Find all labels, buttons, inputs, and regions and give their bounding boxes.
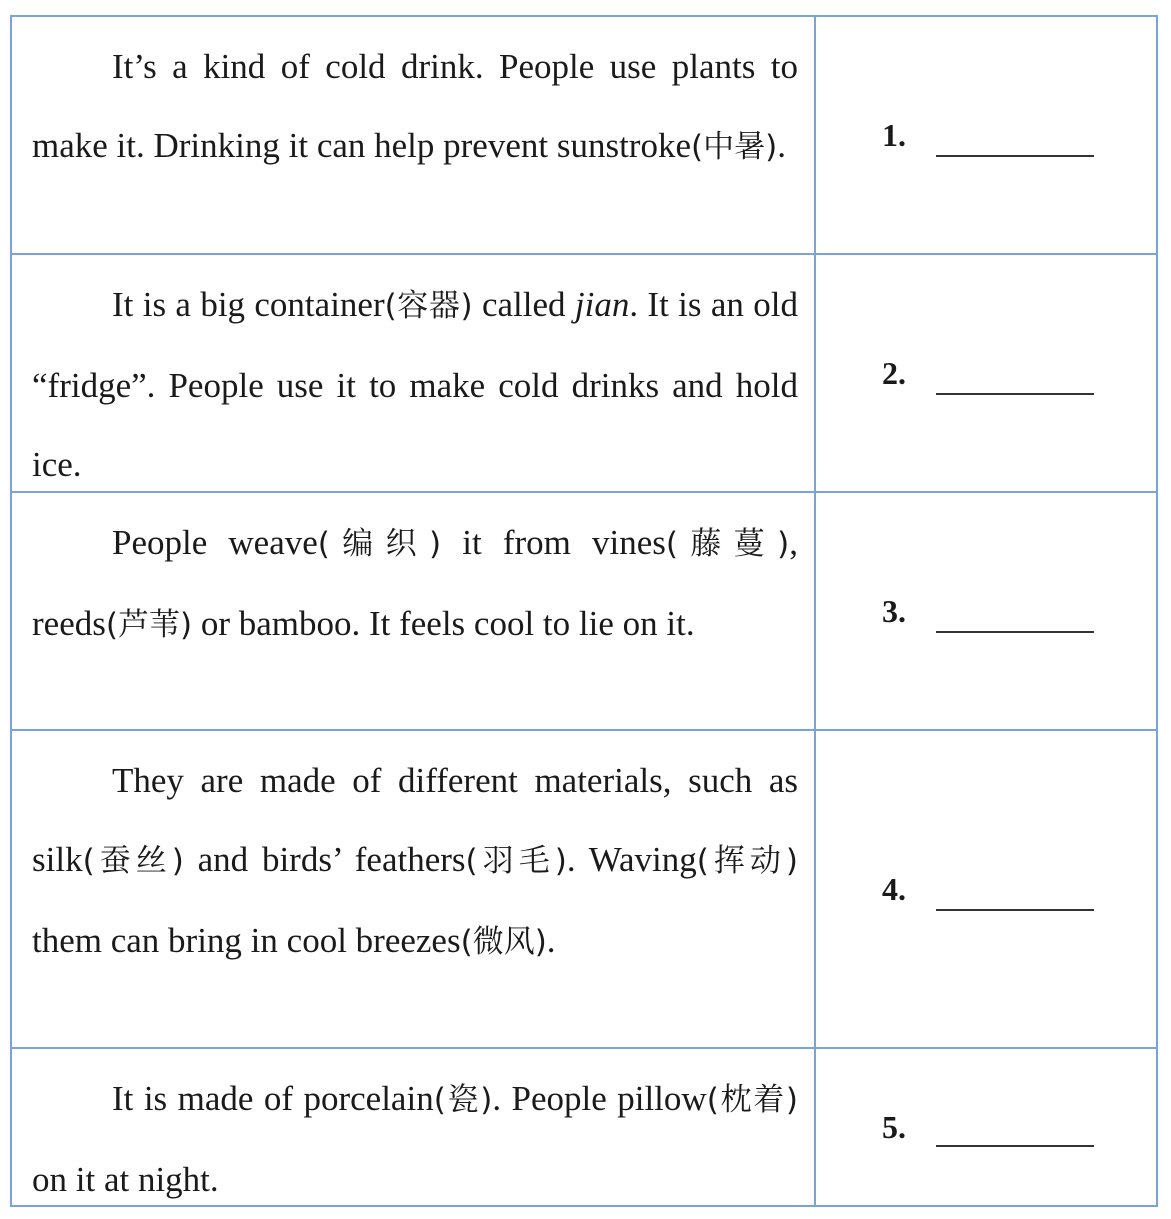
chinese-gloss: (容器) — [384, 288, 473, 324]
answer-number: 3. — [882, 592, 906, 629]
description-text — [32, 265, 798, 504]
chinese-gloss: (编织) — [317, 526, 442, 562]
description-text — [32, 1059, 798, 1219]
text-segment: . Waving — [566, 840, 697, 879]
description-text — [32, 503, 798, 665]
answer-blank[interactable] — [936, 393, 1094, 395]
text-segment: called — [472, 285, 575, 324]
answer-blank[interactable] — [936, 909, 1094, 911]
answer-number: 2. — [882, 354, 906, 391]
text-segment: . People pillow — [492, 1079, 707, 1118]
table-row — [12, 17, 1156, 255]
answer-blank[interactable] — [936, 1145, 1094, 1147]
text-segment: It is a big container — [112, 285, 385, 324]
table-row — [12, 731, 1156, 1049]
description-cell — [12, 1049, 816, 1205]
table-row — [12, 255, 1156, 493]
chinese-gloss: (微风) — [460, 924, 547, 960]
chinese-gloss: (枕着) — [706, 1082, 798, 1118]
text-segment: It’s a kind of cold drink. People use plants to make it. Drinking it can help prevent sunstroke — [32, 47, 798, 165]
text-segment: , reeds — [32, 523, 798, 643]
chinese-gloss: (瓷) — [433, 1082, 493, 1118]
answer-cell — [816, 1049, 1156, 1205]
answer-number: 5. — [882, 1108, 906, 1145]
chinese-gloss: (羽毛) — [465, 843, 567, 879]
answer-cell — [816, 17, 1156, 253]
answer-blank[interactable] — [936, 631, 1094, 633]
description-cell — [12, 255, 816, 491]
text-segment: They are made of different materials, such as silk — [32, 761, 798, 879]
text-segment: and birds’ feathers — [183, 840, 466, 879]
answer-cell — [816, 255, 1156, 491]
description-cell — [12, 493, 816, 729]
table-row — [12, 493, 1156, 731]
description-text — [32, 27, 798, 187]
table-row — [12, 1049, 1156, 1205]
answer-blank[interactable] — [936, 155, 1094, 157]
exercise-table — [10, 15, 1158, 1207]
text-segment: it from vines — [441, 523, 666, 562]
text-segment: them can bring in cool breezes — [32, 921, 461, 960]
chinese-gloss: (蚕丝) — [82, 843, 184, 879]
text-segment: It is made of porcelain — [112, 1079, 434, 1118]
chinese-gloss: (挥动) — [696, 843, 798, 879]
answer-number: 1. — [882, 116, 906, 153]
answer-cell — [816, 731, 1156, 1047]
italic-term: jian — [574, 285, 630, 324]
text-segment: or bamboo. It feels cool to lie on it. — [192, 604, 695, 643]
text-segment: on it at night. — [32, 1160, 219, 1199]
description-cell — [12, 17, 816, 253]
text-segment: . — [546, 921, 556, 960]
chinese-gloss: (中暑) — [691, 129, 778, 165]
description-cell — [12, 731, 816, 1047]
text-segment: . It is an old “fridge”. People use it to make cold drinks and hold ice. — [32, 285, 798, 484]
chinese-gloss: (芦苇) — [105, 607, 193, 643]
answer-number: 4. — [882, 870, 906, 907]
chinese-gloss: (藤蔓) — [665, 526, 790, 562]
text-segment: . — [777, 126, 786, 165]
description-text — [32, 741, 798, 982]
text-segment: People weave — [112, 523, 318, 562]
answer-cell — [816, 493, 1156, 729]
